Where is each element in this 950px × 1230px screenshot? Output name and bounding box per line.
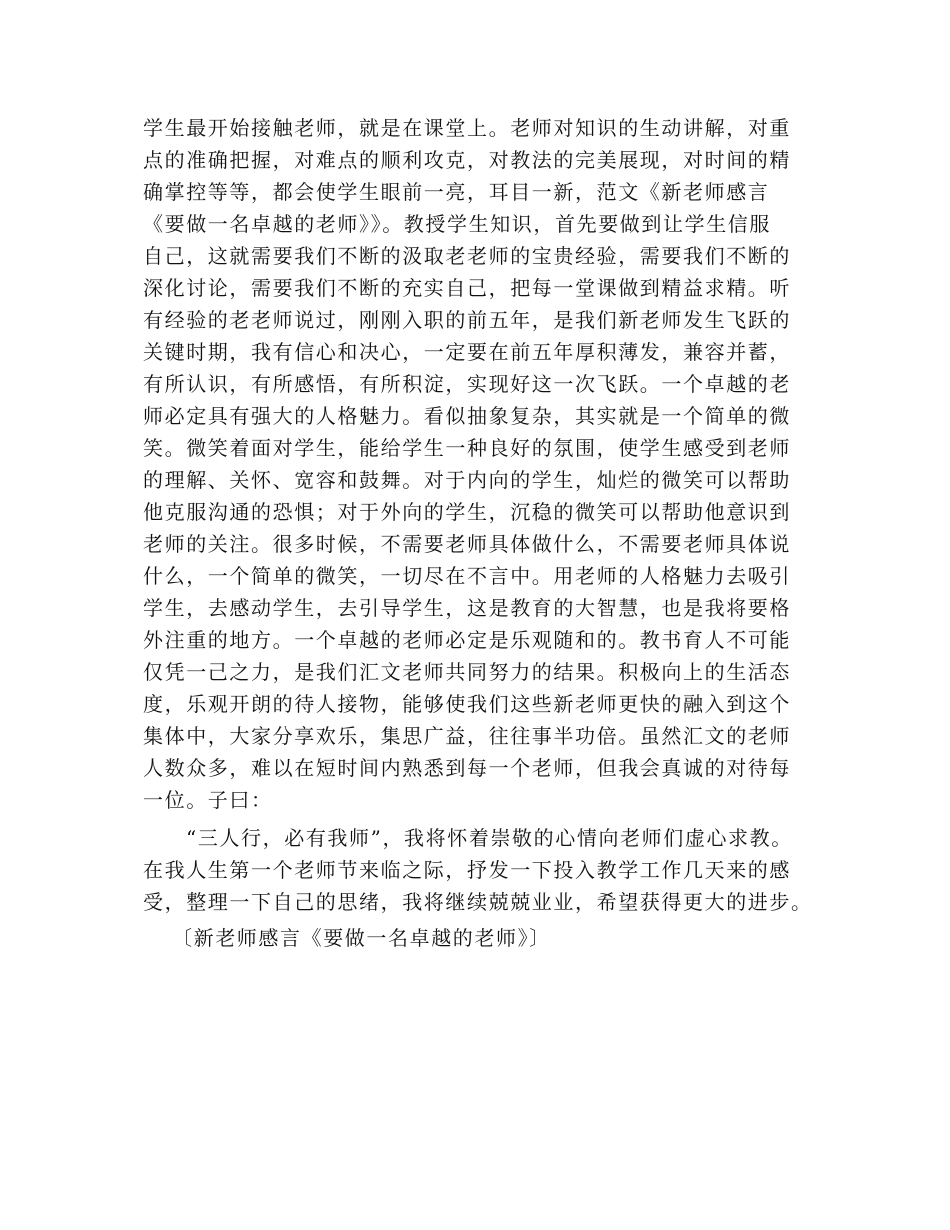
document-footer-title: 〔新老师感言《要做一名卓越的老师》〕: [172, 926, 551, 950]
text-line: 集体中，大家分享欢乐，集思广益，往往事半功倍。虽然汇文的老师: [143, 724, 791, 748]
text-line: 学生，去感动学生，去引导学生，这是教育的大智慧，也是我将要格: [143, 596, 791, 620]
text-line: 笑。微笑着面对学生，能给学生一种良好的氛围，使学生感受到老师: [143, 436, 791, 460]
text-line: 仅凭一己之力，是我们汇文老师共同努力的结果。积极向上的生活态: [143, 660, 791, 684]
text-line: 关键时期，我有信心和决心，一定要在前五年厚积薄发，兼容并蓄，: [143, 340, 791, 364]
text-line: 外注重的地方。一个卓越的老师必定是乐观随和的。教书育人不可能: [143, 628, 791, 652]
text-line: 的理解、关怀、宽容和鼓舞。对于内向的学生，灿烂的微笑可以帮助: [143, 468, 791, 492]
text-line: 什么，一个简单的微笑，一切尽在不言中。用老师的人格魅力去吸引: [143, 564, 791, 588]
paragraph2-line: “三人行，必有我师”，我将怀着崇敬的心情向老师们虚心求教。: [186, 826, 793, 850]
paragraph2-line: 在我人生第一个老师节来临之际，抒发一下投入教学工作几天来的感: [143, 858, 791, 882]
text-line: 老师的关注。很多时候，不需要老师具体做什么，不需要老师具体说: [143, 532, 791, 556]
text-line: 点的准确把握，对难点的顺利攻克，对教法的完美展现，对时间的精: [143, 148, 791, 172]
text-line: 一位。子曰：: [143, 788, 273, 812]
text-line: 他克服沟通的恐惧；对于外向的学生，沉稳的微笑可以帮助他意识到: [143, 500, 791, 524]
text-line: 深化讨论，需要我们不断的充实自己，把每一堂课做到精益求精。听: [143, 276, 791, 300]
text-line: 度，乐观开朗的待人接物，能够使我们这些新老师更快的融入到这个: [143, 692, 791, 716]
text-line: 确掌控等等，都会使学生眼前一亮，耳目一新，范文《新老师感言: [143, 180, 770, 204]
text-line: 有所认识，有所感悟，有所积淀，实现好这一次飞跃。一个卓越的老: [143, 372, 791, 396]
text-line: 人数众多，难以在短时间内熟悉到每一个老师，但我会真诚的对待每: [143, 756, 791, 780]
text-line: 自己，这就需要我们不断的汲取老老师的宝贵经验，需要我们不断的: [143, 244, 791, 268]
text-line: 学生最开始接触老师，就是在课堂上。老师对知识的生动讲解，对重: [143, 116, 791, 140]
text-line: 《要做一名卓越的老师》》。教授学生知识，首先要做到让学生信服: [143, 212, 771, 236]
text-line: 师必定具有强大的人格魅力。看似抽象复杂，其实就是一个简单的微: [143, 404, 791, 428]
paragraph2-line: 受，整理一下自己的思绪，我将继续兢兢业业，希望获得更大的进步。: [143, 890, 813, 914]
text-line: 有经验的老老师说过，刚刚入职的前五年，是我们新老师发生飞跃的: [143, 308, 791, 332]
